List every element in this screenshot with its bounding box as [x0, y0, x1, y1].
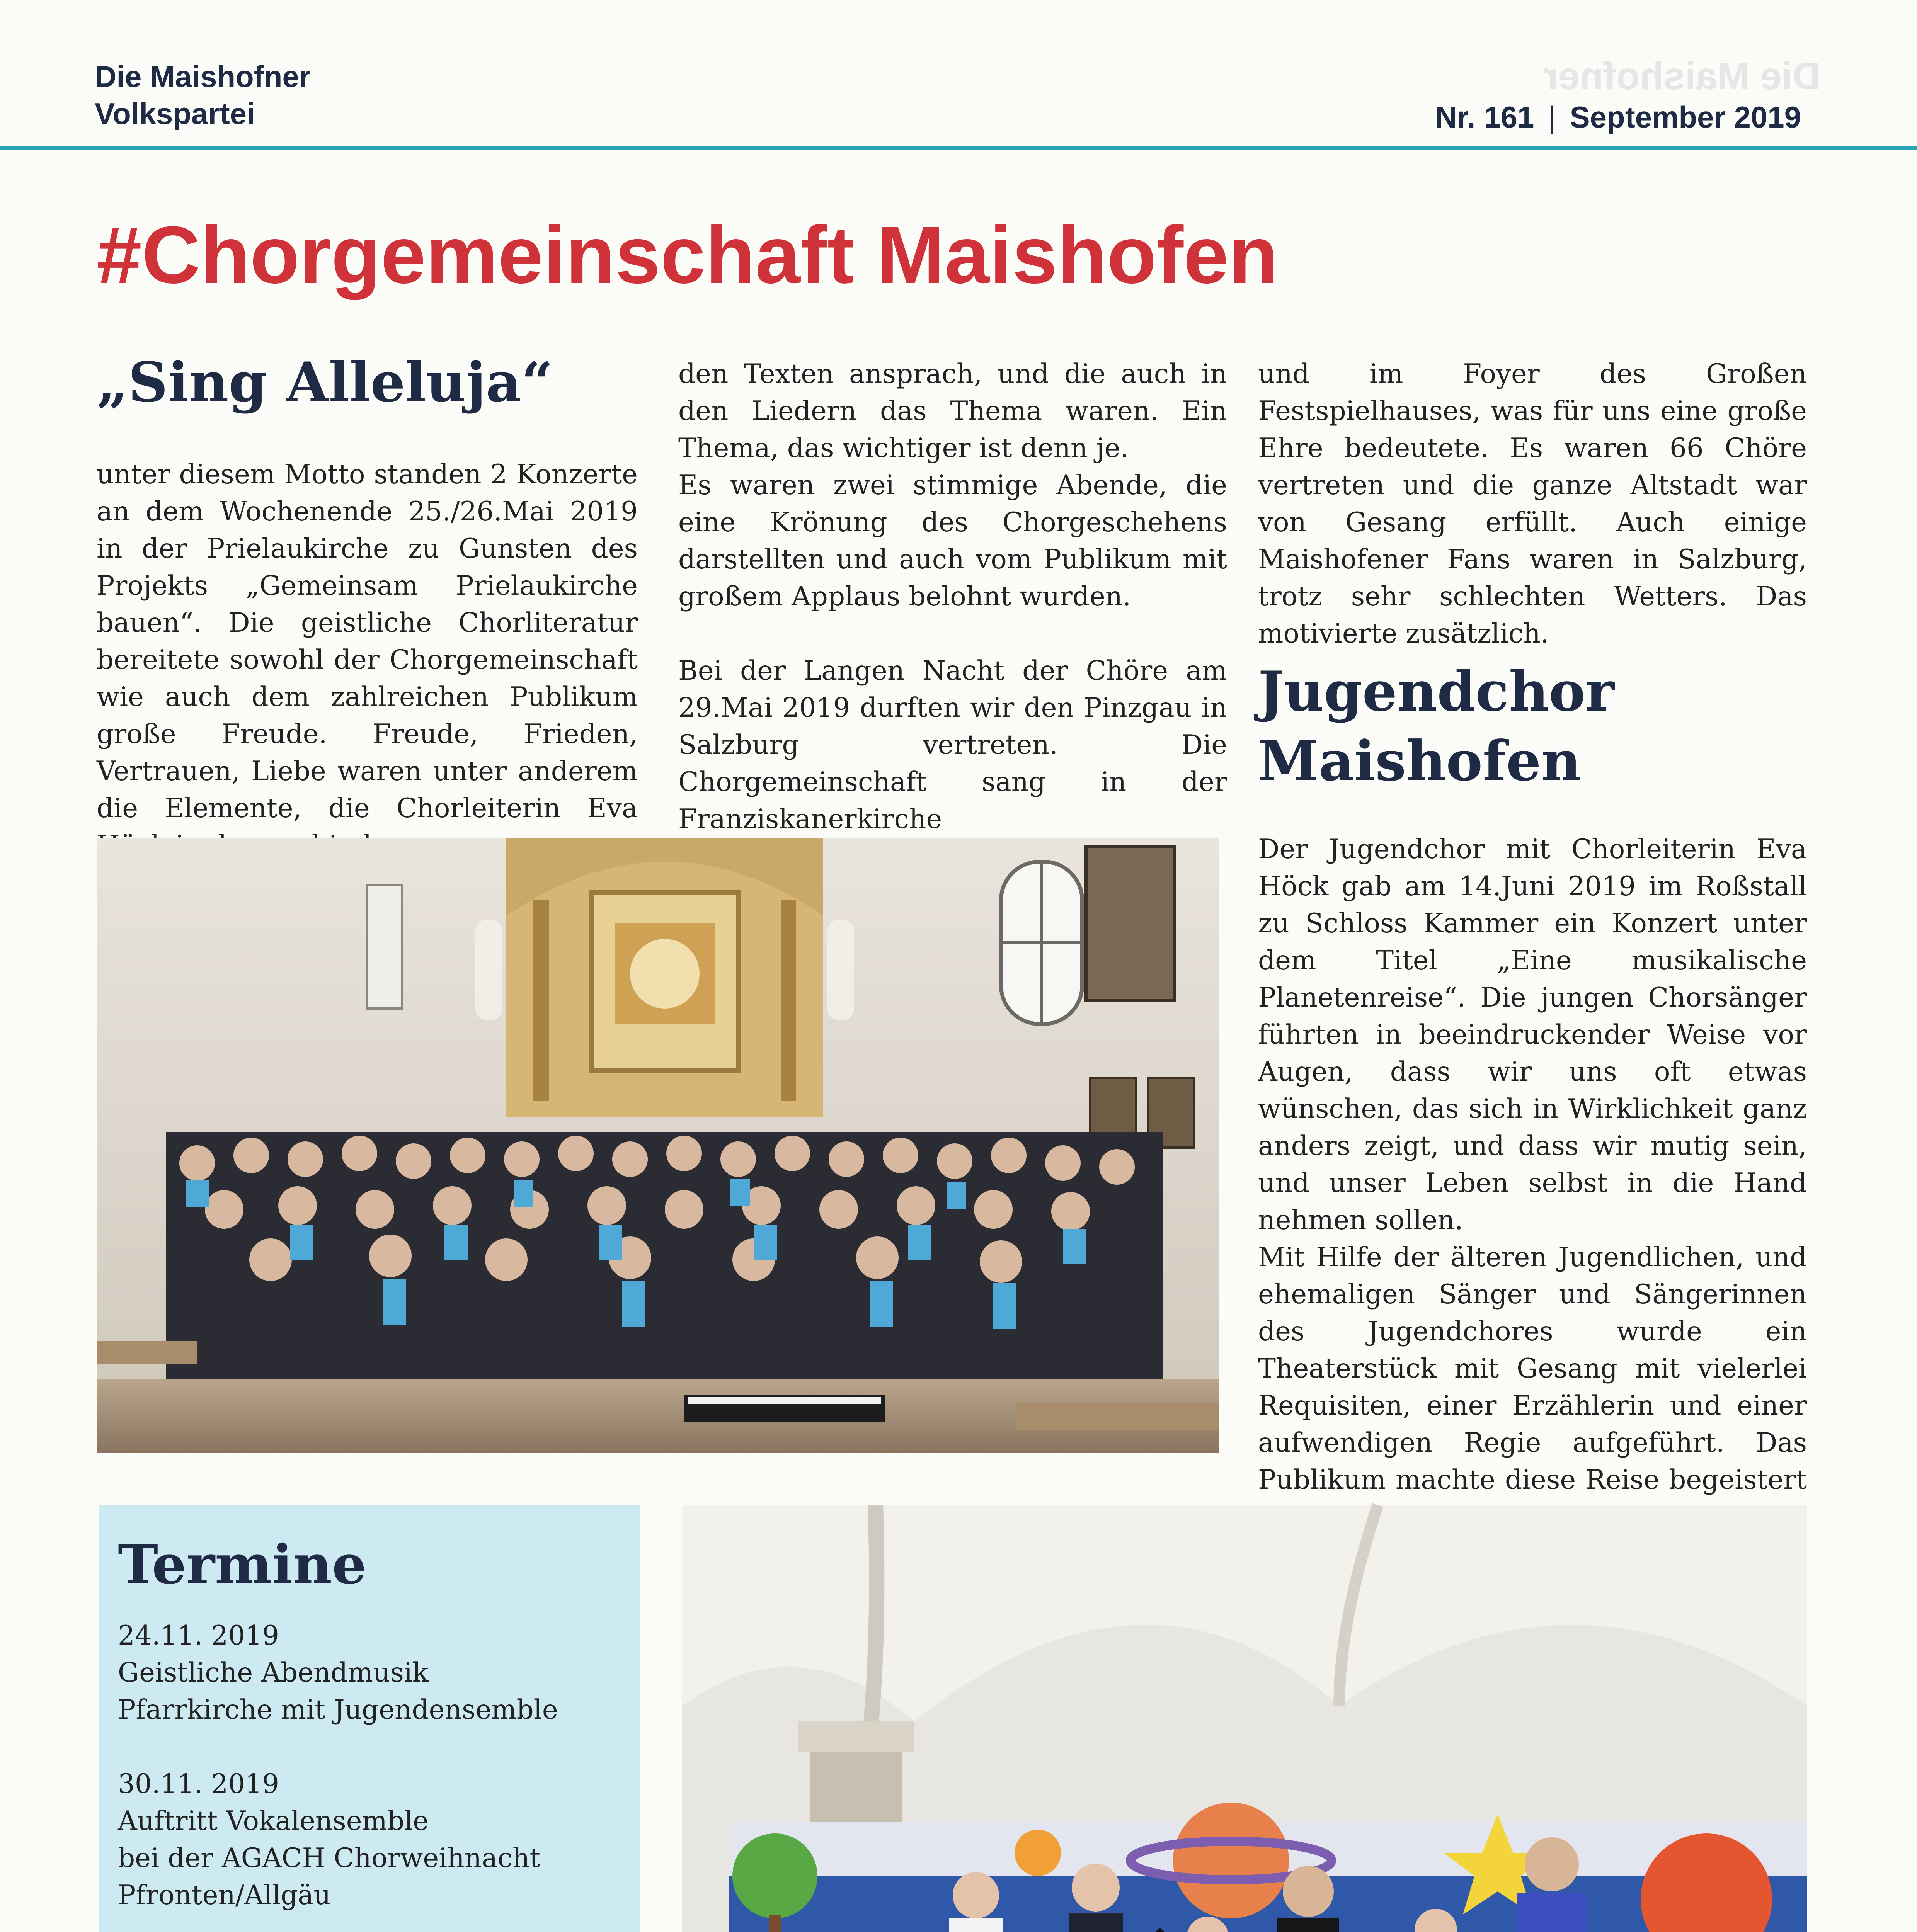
jugendchor-text	[1258, 831, 1807, 1536]
page-title: #Chorgemeinschaft Maishofen	[97, 209, 1279, 300]
event-line: Geistliche Abendmusik	[118, 1657, 429, 1688]
event-line: bei der AGACH Chorweihnacht	[118, 1843, 541, 1874]
section-heading-line: Maishofen	[1258, 729, 1581, 793]
issue-info	[1435, 99, 1801, 136]
article-paragraph: Mit Hilfe der älteren Jugendlichen, und ehemaligen Sänger und Sängerinnen des Jugendchores wurde ein Theaterstück mit Gesang mit vielerlei Requisiten, einer Erzählerin und einer aufwendigen Regie aufgeführt. Das Publikum machte diese Reise begeistert	[1258, 1242, 1807, 1495]
event-date: 30.11. 2019	[118, 1769, 279, 1799]
termine-box	[99, 1505, 640, 1932]
event-line: Auftritt Vokalensemble	[118, 1806, 429, 1837]
article-paragraph: Es waren zwei stimmige Abende, die eine Krönung des Chorgeschehens darstellten und auch vom Publikum mit großem Applaus belohnt wurden.	[678, 470, 1227, 612]
article-paragraph: und im Foyer des Großen Festspielhauses, was für uns eine große Ehre bedeutete. Es waren 66 Chöre vertreten und die ganze Altstadt war von Gesang erfüllt. Auch einige Maishofener Fans waren in Salzburg, trotz sehr schlechten Wetters. Das motivierte zusätzlich.	[1258, 359, 1807, 649]
show-through-text: Die Maishofner	[1543, 54, 1820, 98]
publisher-line-2: Volkspartei	[95, 97, 255, 131]
article-paragraph: Bei der Langen Nacht der Chöre am 29.Mai 2019 durften wir den Pinzgau in Salzburg vertreten. Die Chorgemeinschaft sang in der Franziskanerkirche	[678, 655, 1227, 835]
header-rule	[0, 146, 1917, 150]
section-heading-jugendchor	[1258, 657, 1838, 796]
youth-choir-photo	[682, 1505, 1807, 1932]
section-heading-line: Jugendchor	[1258, 660, 1614, 724]
article-paragraph: unter diesem Motto standen 2 Konzerte an dem Wochenende 25./26.Mai 2019 in der Prielaukirche zu Gunsten des Projekts „Gemeinsam Prielaukirche bauen“. Die geistliche Chorliteratur bereitete sowohl der Chorgemeinschaft wie auch dem zahlreichen Publikum große Freude. Freude, Frieden, Vertrauen, Liebe waren unter anderem die Elemente, die Chorleiterin Eva	[97, 459, 638, 824]
event-line: Pfronten/Allgäu	[118, 1880, 331, 1911]
event-date: 24.11. 2019	[118, 1620, 279, 1651]
event-item	[118, 1617, 640, 1728]
section-heading-sing-alleluja: „Sing Alleluja“	[97, 350, 553, 415]
article-paragraph: den Texten ansprach, und die auch in den Liedern das Thema waren. Ein Thema, das wichtiger ist denn je.	[678, 359, 1227, 464]
event-item	[118, 1765, 640, 1914]
issue-date: September 2019	[1570, 100, 1801, 134]
choir-photo	[97, 838, 1219, 1453]
publisher-name	[95, 58, 311, 132]
article-column-3	[1258, 355, 1807, 652]
issue-separator: |	[1548, 100, 1556, 134]
event-line: Pfarrkirche mit Jugendensemble	[118, 1694, 558, 1725]
issue-number: Nr. 161	[1435, 100, 1534, 134]
termine-heading: Termine	[118, 1533, 367, 1597]
article-column-1	[97, 456, 638, 827]
publisher-line-1: Die Maishofner	[95, 60, 311, 94]
article-paragraph: Der Jugendchor mit Chorleiterin Eva Höck gab am 14.Juni 2019 im Roßstall zu Schloss Kammer ein Konzert unter dem Titel „Eine musikalische Planetenreise“. Die jungen Chorsänger führten in beeindruckender Weise vor Augen, dass wir uns oft etwas wünschen, das sich in Wirklichkeit ganz anders zeigt, und dass wir mutig sein, und unser Leben selbst in die Hand nehmen sollen.	[1258, 834, 1807, 1236]
article-column-2	[678, 355, 1227, 838]
